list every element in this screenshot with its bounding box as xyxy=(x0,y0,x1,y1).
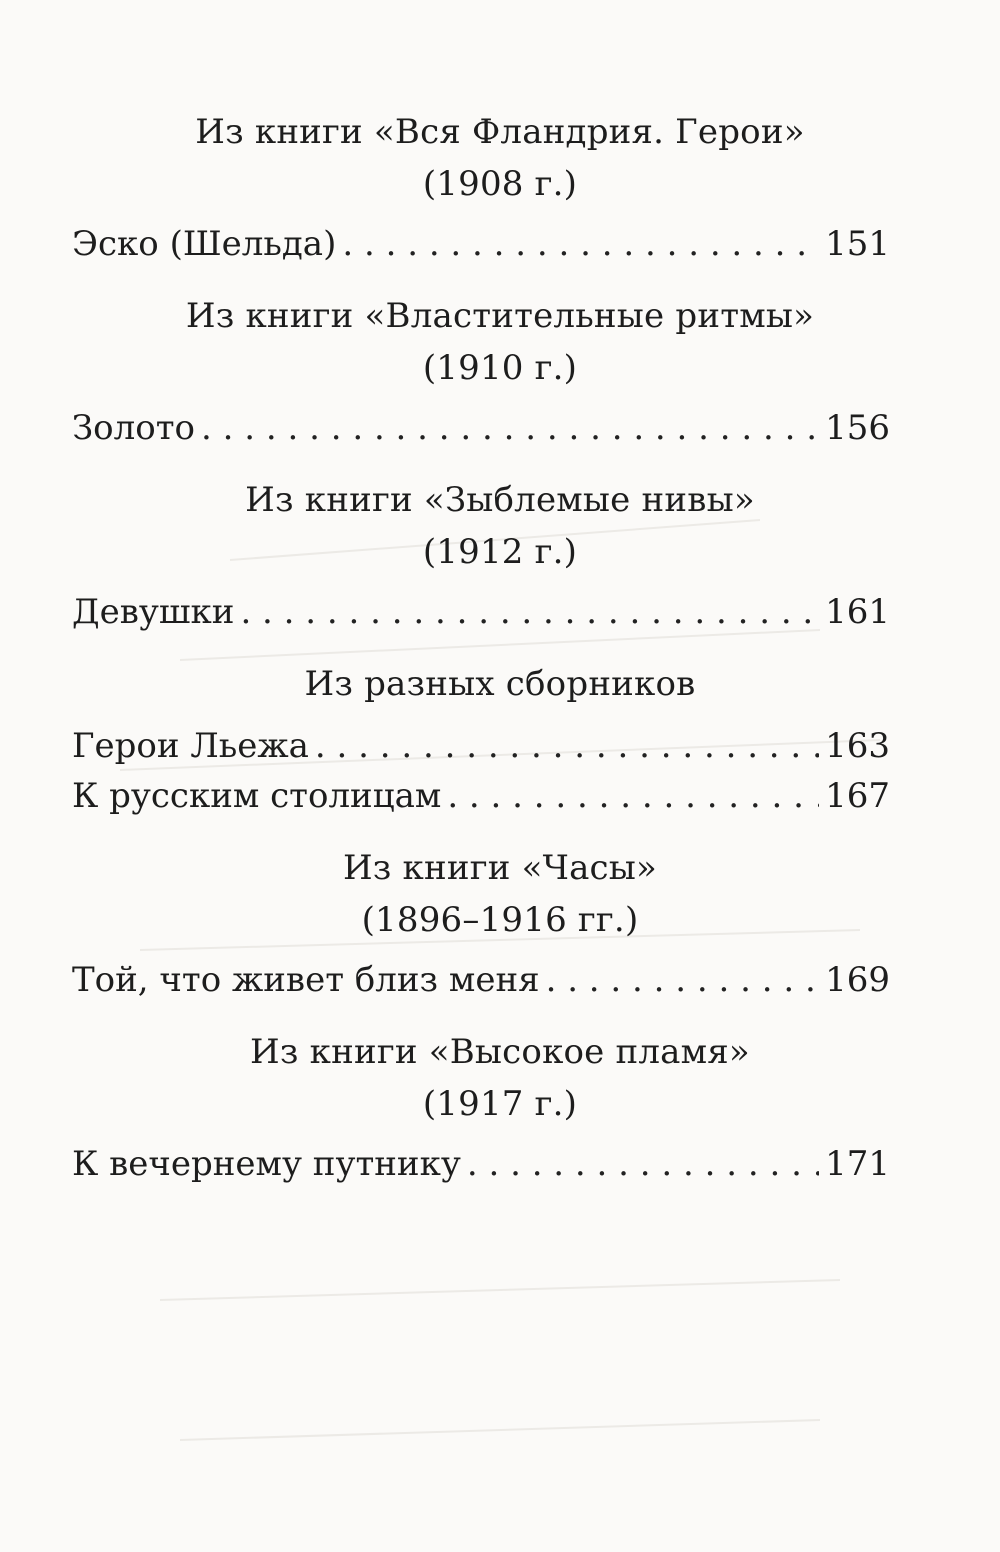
entry-page-number: 167 xyxy=(825,776,890,816)
dot-leader xyxy=(546,958,820,1002)
entry-title: К вечернему путнику xyxy=(72,1144,461,1184)
section-year-flanders: (1908 г.) xyxy=(422,164,578,204)
toc-entry-zoloto[interactable] xyxy=(72,406,890,450)
section-heading-various: Из разных сборников xyxy=(304,664,696,704)
section-heading-rhythms: Из книги «Властительные ритмы» xyxy=(185,296,815,336)
section-year-hours: (1896–1916 гг.) xyxy=(361,900,639,940)
entry-title: Золото xyxy=(72,408,196,448)
dot-leader xyxy=(447,774,819,818)
entry-title: Девушки xyxy=(72,592,235,632)
entry-title: Герои Льежа xyxy=(72,726,309,766)
dot-leader xyxy=(240,590,819,634)
section-heading-flame: Из книги «Высокое пламя» xyxy=(250,1032,750,1072)
section-year-flame: (1917 г.) xyxy=(422,1084,578,1124)
section-heading-flanders: Из книги «Вся Фландрия. Герои» xyxy=(195,112,805,152)
dot-leader xyxy=(201,406,819,450)
dot-leader xyxy=(467,1142,819,1186)
toc-entry-geroi-lyezha[interactable] xyxy=(72,724,890,768)
toc-entry-devushki[interactable] xyxy=(72,590,890,634)
section-year-rhythms: (1910 г.) xyxy=(422,348,578,388)
dot-leader xyxy=(342,222,819,266)
section-year-fields: (1912 г.) xyxy=(422,532,578,572)
entry-title: Той, что живет близ меня xyxy=(72,960,540,1000)
entry-page-number: 151 xyxy=(825,224,890,264)
toc-entry-esko[interactable] xyxy=(72,222,890,266)
toc-entry-russkim-stolitsam[interactable] xyxy=(72,774,890,818)
entry-page-number: 169 xyxy=(825,960,890,1000)
entry-page-number: 171 xyxy=(825,1144,890,1184)
entry-title: Эско (Шельда) xyxy=(72,224,337,264)
dot-leader xyxy=(315,724,819,768)
toc-entry-toy-chto-zhivet[interactable] xyxy=(72,958,890,1002)
entry-page-number: 161 xyxy=(825,592,890,632)
section-heading-fields: Из книги «Зыблемые нивы» xyxy=(245,480,755,520)
entry-page-number: 156 xyxy=(825,408,890,448)
toc-entry-vechernemu-putniku[interactable] xyxy=(72,1142,890,1186)
section-heading-hours: Из книги «Часы» xyxy=(342,848,658,888)
entry-title: К русским столицам xyxy=(72,776,442,816)
entry-page-number: 163 xyxy=(825,726,890,766)
